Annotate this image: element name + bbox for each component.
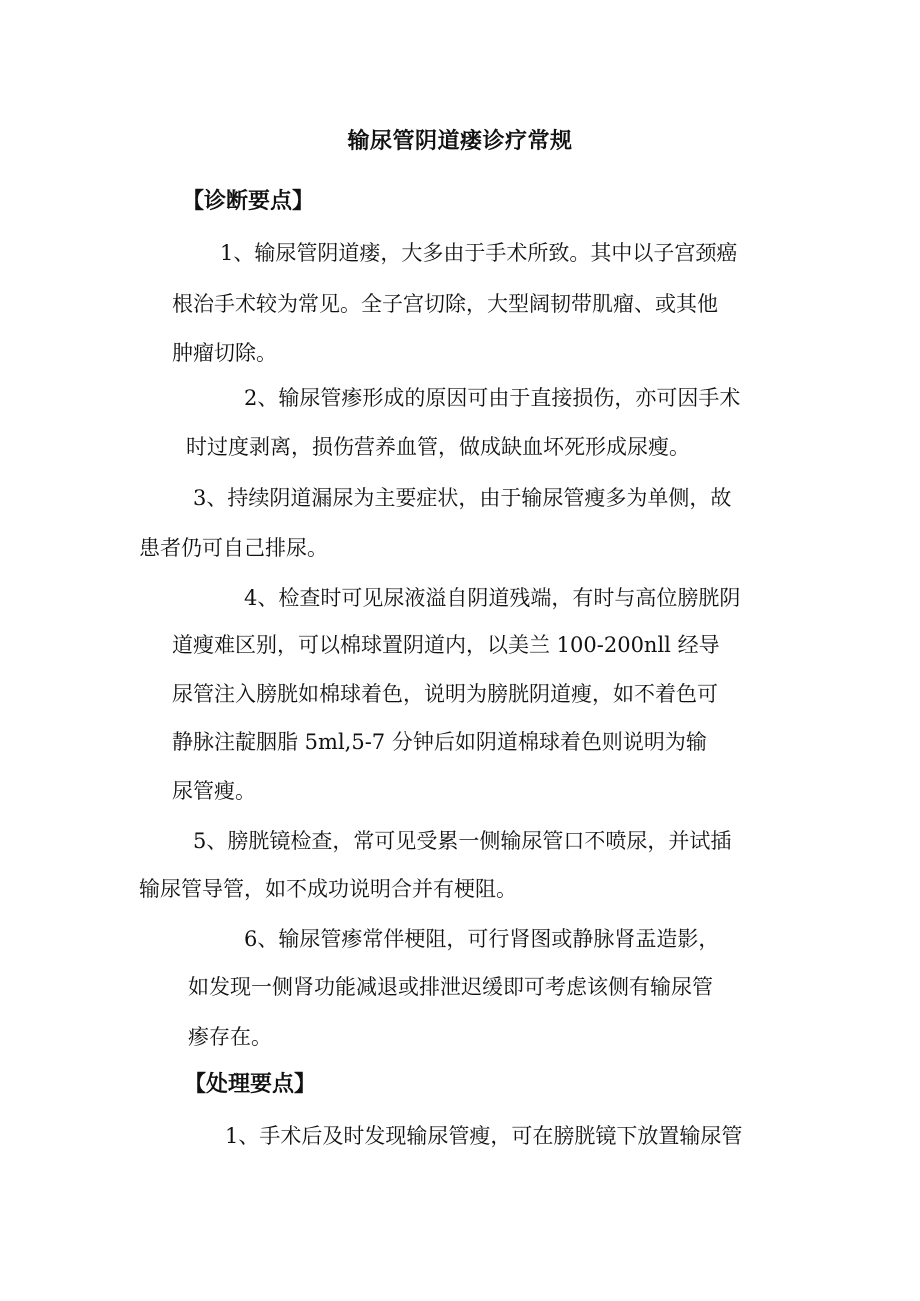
paragraph-line: 1、手术后及时发现输尿管瘦，可在膀胱镜下放置输尿管 [225, 1124, 743, 1148]
paragraph-line: 4、检查时可见尿液溢自阴道残端，有时与高位膀胱阴 [244, 586, 741, 610]
diagnosis-heading: 【诊断要点】 [182, 188, 315, 214]
paragraph-line: 尿管瘦。 [172, 779, 256, 803]
paragraph-line: 5、膀胱镜检查，常可见受累一侧输尿管口不喷尿，并试插 [193, 829, 732, 853]
paragraph-line: 瘆存在。 [188, 1025, 272, 1049]
paragraph-line: 时过度剥离，损伤营养血管，做成缺血坏死形成尿瘦。 [186, 435, 690, 459]
document-title: 输尿管阴道瘘诊疗常规 [347, 128, 573, 154]
paragraph-line: 尿管注入膀胱如棉球着色，说明为膀胱阴道瘦，如不着色可 [172, 682, 718, 706]
paragraph-line: 3、持续阴道漏尿为主要症状，由于输尿管瘦多为单侧，故 [193, 486, 732, 510]
paragraph-line: 输尿管导管，如不成功说明合并有梗阻。 [139, 877, 517, 901]
paragraph-line: 如发现一侧肾功能减退或排泄迟缓即可考虑该侧有输尿管 [188, 975, 713, 999]
treatment-heading: 【处理要点】 [184, 1071, 317, 1097]
paragraph-line: 1、输尿管阴道瘘，大多由于手术所致。其中以子宫颈癌 [220, 241, 738, 265]
paragraph-line: 肿瘤切除。 [172, 341, 277, 365]
paragraph-line: 根治手术较为常见。全子宫切除，大型阔韧带肌瘤、或其他 [172, 292, 718, 316]
paragraph-line: 患者仍可自己排尿。 [139, 536, 328, 560]
paragraph-line: 6、输尿管瘆常伴梗阻，可行肾图或静脉肾盂造影， [244, 927, 720, 951]
paragraph-line: 道瘦难区别，可以棉球置阴道内，以美兰 100-200nll 经导 [172, 633, 720, 657]
paragraph-line: 2、输尿管瘆形成的原因可由于直接损伤，亦可因手术 [244, 386, 741, 410]
paragraph-line: 静脉注靛胭脂 5ml,5-7 分钟后如阴道棉球着色则说明为输 [172, 730, 707, 754]
